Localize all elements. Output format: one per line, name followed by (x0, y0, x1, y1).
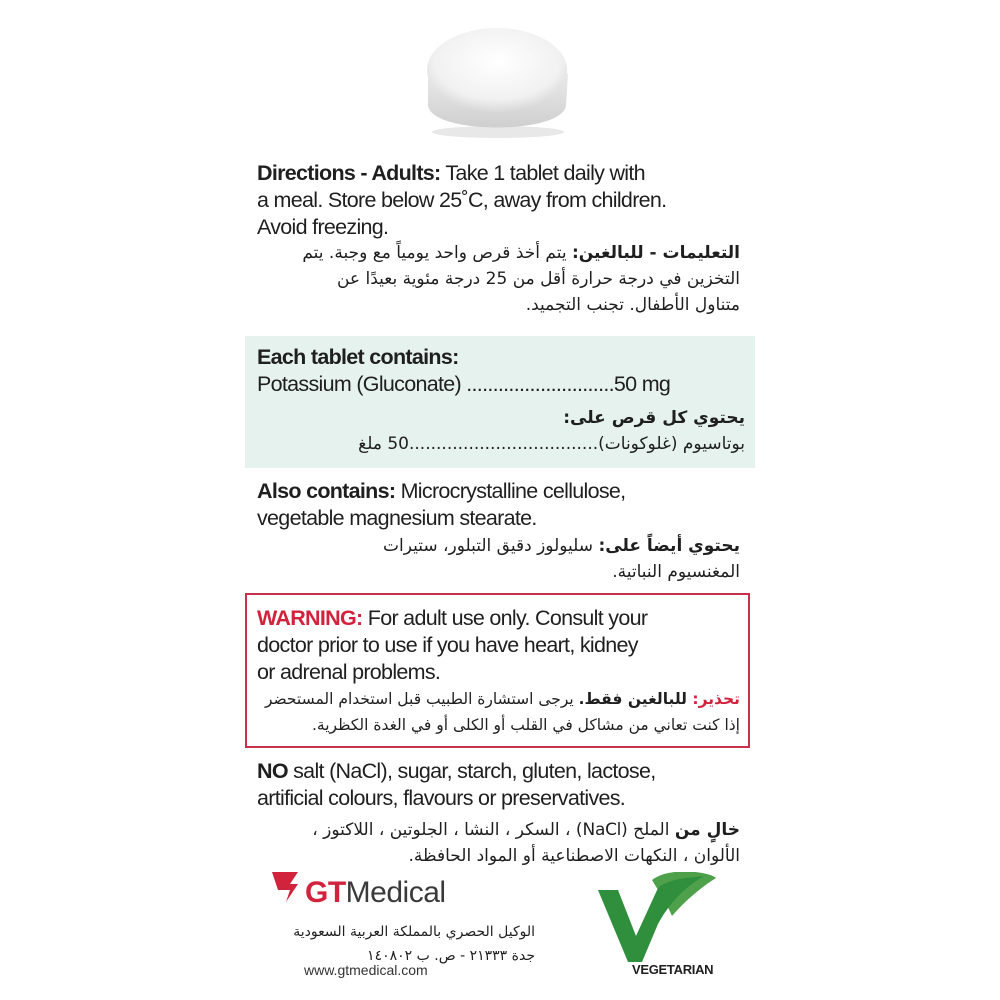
gt-logo-rest: Medical (345, 876, 446, 909)
free-from-ar-line: الألوان ، النكهات الاصطناعية أو المواد الحافظة. (408, 846, 740, 866)
composition-en (257, 344, 727, 398)
directions-heading: Directions - Adults: (257, 161, 441, 185)
also-contains-ar-line: المغنسيوم النباتية. (612, 562, 740, 582)
ingredient-ar-line: بوتاسيوم (غلوكونات)...................................50 ملغ (358, 434, 745, 454)
warning-heading: WARNING: (257, 606, 363, 630)
warning-ar-line: إذا كنت تعاني من مشاكل في القلب أو الكلى أو في الغدة الكظرية. (311, 716, 740, 734)
composition-ar-heading: يحتوي كل قرص على: (563, 408, 745, 428)
also-contains-ar-line: سليولوز دقيق التبلور، ستيرات (382, 536, 599, 556)
directions-ar-line: يتم أخذ قرص واحد يومياً مع وجبة. يتم (302, 243, 572, 263)
warning-ar-bold: للبالغين فقط. (578, 690, 693, 708)
warning-line: For adult use only. Consult your (362, 606, 648, 630)
also-contains-ar (250, 533, 740, 585)
warning-line: doctor prior to use if you have heart, kidney (257, 633, 638, 657)
directions-ar (250, 240, 740, 318)
also-contains-ar-heading: يحتوي أيضاً على: (598, 536, 740, 556)
free-from-heading: NO (257, 759, 288, 783)
warning-ar-heading: تحذير: (692, 690, 740, 708)
directions-ar-heading: التعليمات - للبالغين: (571, 243, 740, 263)
directions-ar-line: متناول الأطفال. تجنب التجميد. (525, 295, 740, 315)
free-from-line: salt (NaCl), sugar, starch, gluten, lactose, (287, 759, 656, 783)
free-from-line: artificial colours, flavours or preservatives. (257, 786, 626, 810)
directions-line: Avoid freezing. (257, 215, 389, 239)
gt-logo-icon (268, 866, 302, 911)
tablet-image (418, 20, 576, 140)
ingredient-line: Potassium (Gluconate) ............................50 mg (257, 372, 671, 396)
warning-line: or adrenal problems. (257, 660, 441, 684)
free-from-en (257, 758, 737, 812)
also-contains-heading: Also contains: (257, 479, 396, 503)
directions-line: a meal. Store below 25˚C, away from children. (257, 188, 667, 212)
directions-line: Take 1 tablet daily with (440, 161, 645, 185)
website-link[interactable]: www.gtmedical.com (304, 962, 428, 978)
gt-logo (305, 876, 446, 910)
composition-ar (255, 405, 745, 457)
directions-ar-line: التخزين في درجة حرارة أقل من 25 درجة مئوية بعيدًا عن (336, 269, 740, 289)
free-from-ar (250, 817, 740, 869)
composition-heading: Each tablet contains: (257, 345, 459, 369)
distributor-ar (250, 920, 535, 968)
warning-ar (252, 686, 740, 738)
gt-logo-bold: GT (305, 876, 346, 909)
directions-en (257, 160, 727, 241)
warning-en (257, 605, 737, 686)
also-contains-line: Microcrystalline cellulose, (395, 479, 626, 503)
warning-ar-line: يرجى استشارة الطبيب قبل استخدام المستحضر (264, 690, 579, 708)
distributor-ar-line: جدة ٢١٣٣٣ - ص. ب ١٤٠٨٠٢ (367, 948, 535, 964)
free-from-ar-heading: خالٍ من (674, 820, 740, 840)
also-contains-line: vegetable magnesium stearate. (257, 506, 537, 530)
vegetarian-label: VEGETARIAN (632, 962, 714, 977)
distributor-ar-line: الوكيل الحصري بالمملكة العربية السعودية (293, 924, 535, 940)
free-from-ar-line: الملح (NaCl) ، السكر ، النشا ، الجلوتين ، اللاكتوز ، (312, 820, 675, 840)
also-contains-en (257, 478, 727, 532)
